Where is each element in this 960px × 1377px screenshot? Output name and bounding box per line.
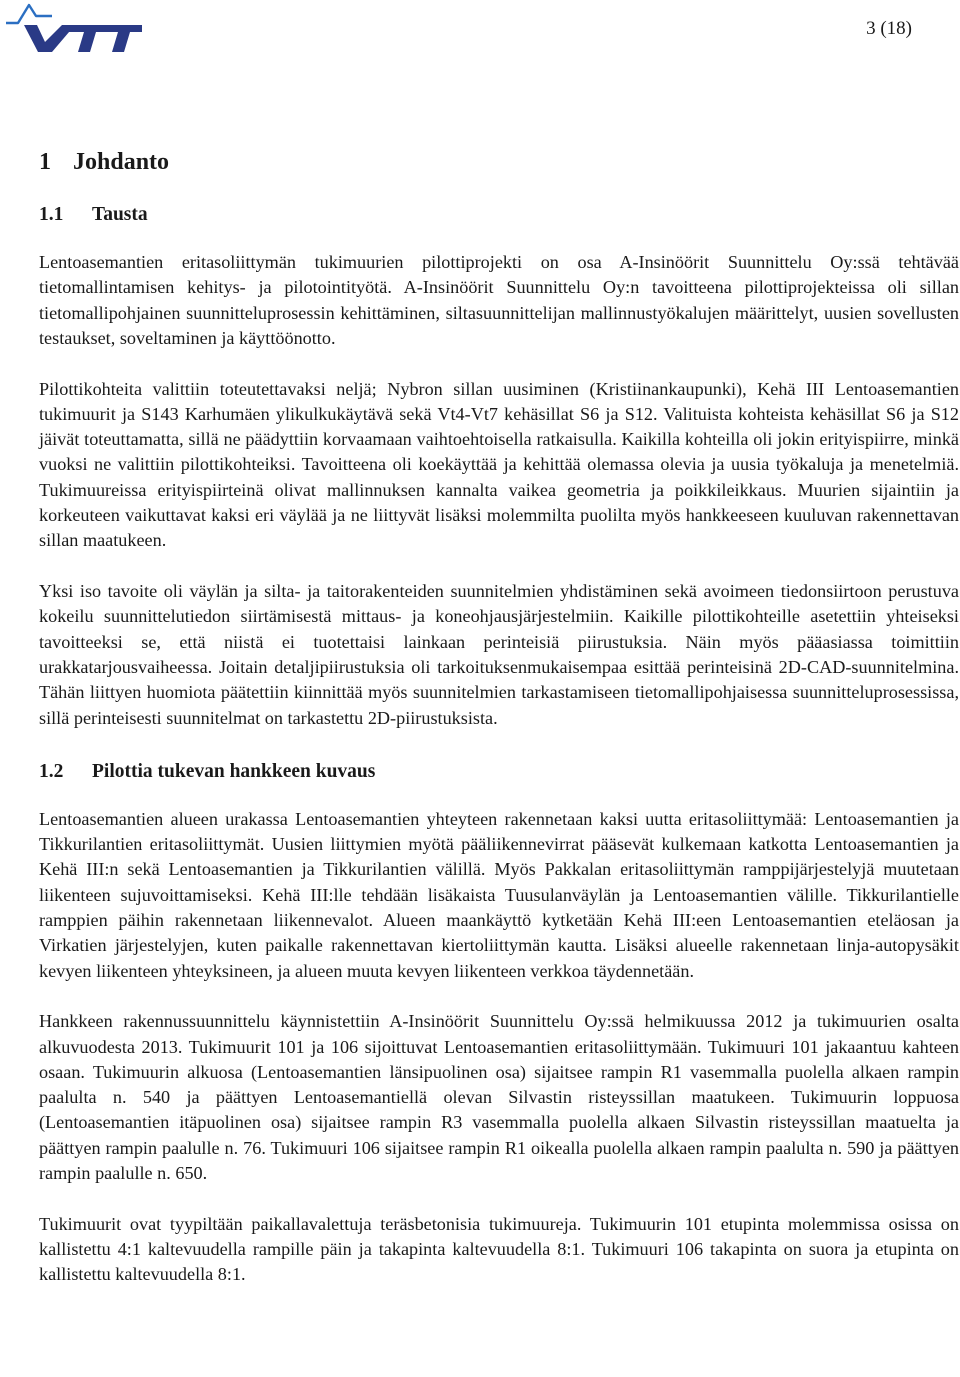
page-number: 3 (18) — [866, 18, 912, 39]
vtt-logo — [4, 2, 142, 54]
document-body — [39, 146, 959, 1313]
subsection-number: 1.2 — [39, 760, 64, 782]
subsection-title: Tausta — [92, 204, 148, 225]
subsection-heading-1-1 — [39, 202, 959, 228]
paragraph: Hankkeen rakennussuunnittelu käynnistettiin A-Insinöörit Suunnittelu Oy:ssä helmikuussa 2012 ja tukimuurien osalta alkuvuodesta 2013. Tukimuurit 101 ja 106 sijoittuvat Lentoasemantien eritasoliittymään. Tukimuuri 101 jakaantuu kahteen osaan. Tukimuurin alkuosa (Lentoasemantien länsipuolinen osa) sijaitsee rampin R1 vasemmalla puolella alkaen rampin paalulta n. 540 ja päättyen Lentoasemantiellä olevan Silvastin risteyssillan maatukeen. Tukimuurin loppuosa (Lentoasemantien itäpuolinen osa) sijaitsee rampin R3 vasemmalla puolella alkaen Silvastin risteyssillan maatuelta ja päättyen rampin paalulle n. 76. Tukimuuri 106 sijaitsee rampin R1 oikealla puolella alkaen rampin paalulta n. 590 ja päättyen rampin paalulle n. 650. — [39, 1011, 959, 1184]
section-heading-1 — [39, 146, 959, 178]
section-title: Johdanto — [73, 149, 170, 175]
subsection-heading-1-2 — [39, 759, 959, 785]
paragraph: Lentoasemantien alueen urakassa Lentoasemantien yhteyteen rakennetaan kaksi uutta eritasoliittymää: Lentoasemantien ja Tikkurilantien eritasoliittymät. Uusien liittymien myötä pääliikennevirrat pääsevät kulkemaan katkotta Lentoasemantien ja Kehä III:n sekä Lentoasemantien ja Tikkurilantien välillä. Myös Pakkalan eritasoliittymän ramppijärjestelyjä muutetaan liikenteen sujuvoittamiseksi. Kehä III:lle tehdään lisäkaista Tuusulanväylän ja Lentoasemantien välille. Tikkurilantielle ramppien päihin rakennetaan liikennevalot. Alueen maankäyttö kytketään Kehä III:een Lentoasemantien eteläosan ja Virkatien järjestelyjen, kuten paikalle rakennettavan kiertoliittymän kautta. Lisäksi alueelle rakennetaan linja-autopysäkit kevyen liikenteen yhteyksineen, ja alueen muuta kevyen liikenteen verkkoa täydennetään. — [39, 808, 959, 981]
subsection-title: Pilottia tukevan hankkeen kuvaus — [92, 760, 376, 782]
logo-wave-icon — [6, 5, 52, 23]
subsection-number: 1.1 — [39, 204, 64, 225]
paragraph: Tukimuurit ovat tyypiltään paikallavalettuja teräsbetonisia tukimuureja. Tukimuurin 101 etupinta molemmissa osissa on kallistettu 4:1 kaltevuudella rampille päin ja takapinta kaltevuudella 8:1. Tukimuuri 106 takapinta on suora ja etupinta on kallistettu kaltevuudella 8:1. — [39, 1213, 959, 1285]
logo-letters — [24, 25, 142, 52]
paragraph: Lentoasemantien eritasoliittymän tukimuurien pilottiprojekti on osa A-Insinöörit Suunnittelu Oy:ssä tehtävää tietomallintamisen kehitys- ja pilotointityötä. A-Insinöörit Suunnittelu Oy:n tavoitteena pilottiprojekteissa oli sillan tietomallipohjainen suunnitteluprosessin kehittäminen, siltasuunnittelijan mallinnustyökalujen määrittelyt, uusien sovellusten testaukset, soveltaminen ja käyttöönotto. — [39, 252, 959, 348]
paragraph: Pilottikohteita valittiin toteutettavaksi neljä; Nybron sillan uusiminen (Kristiinankaupunki), Kehä III Lentoasemantien tukimuurit ja S143 Karhumäen ylikulkukäytävä sekä Vt4-Vt7 kehäsillat S6 ja S12. Valituista kohteista kehäsillat S6 ja S12 jäivät toteuttamatta, sillä ne päädyttiin korvaamaan vaihtoehtoisella ratkaisulla. Kaikilla kohteilla oli jokin erityispiirre, minkä vuoksi ne valittiin pilottikohteiksi. Tavoitteena oli koekäyttää ja kehittää olemassa olevia ja uusia työkaluja ja menetelmiä. Tukimuureissa erityispiirteinä olivat mallinnuksen kannalta vaikea geometria ja poikkileikkaus. Muurien sijaintiin ja korkeuteen vaikuttavat kaksi eri väylää ja ne liittyvät lisäksi molemmilta puolilta myös hankkeeseen kuuluvan rakennettavan sillan maatukeen. — [39, 378, 959, 551]
paragraph: Yksi iso tavoite oli väylän ja silta- ja taitorakenteiden suunnitelmien yhdistäminen sekä avoimeen tiedonsiirtoon perustuva kokeilu suunnittelutiedon siirtämisestä mittaus- ja koneohjausjärjestelmiin. Kaikille pilottikohteille asetettiin yhteiseksi tavoitteeksi se, että niistä ei tuotettaisi lainkaan perinteisiä piirustuksia. Näin myös pääasiassa toimittiin urakkatarjousvaiheessa. Joitain detaljipiirustuksia oli tarkoituksenmukaisempaa esittää perinteisinä 2D-CAD-suunnitelmina. Tähän liittyen huomiota päätettiin kiinnittää myös suunnitelmien tarkastamiseen tietomallipohjaisessa suunnitteluprosessissa, sillä perinteisesti suunnitelmat on tarkastettu 2D-piirustuksista. — [39, 581, 959, 728]
section-number: 1 — [39, 149, 51, 175]
